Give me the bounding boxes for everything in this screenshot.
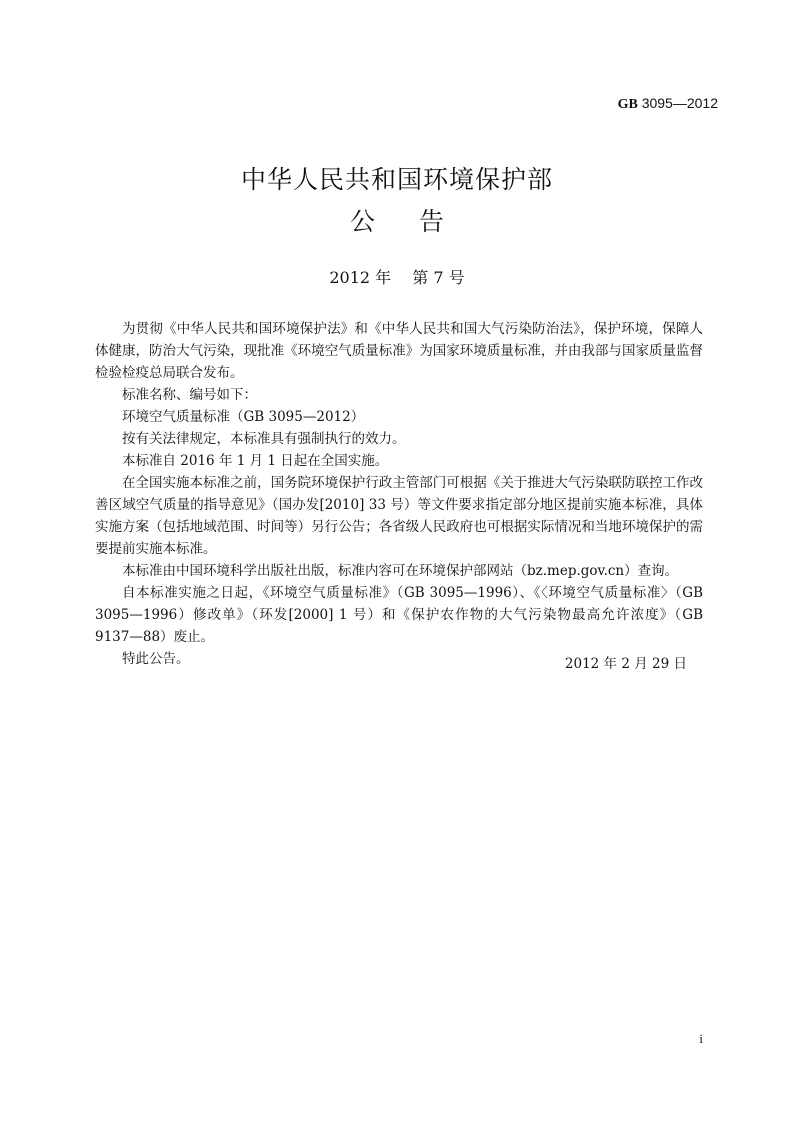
page-number: i — [699, 1031, 703, 1046]
standard-prefix: GB — [617, 97, 638, 112]
paragraph: 环境空气质量标准（GB 3095—2012） — [122, 409, 365, 425]
paragraph: 标准名称、编号如下： — [122, 387, 257, 403]
notice-body — [95, 318, 703, 670]
paragraph: 本标准由中国环境科学出版社出版，标准内容可在环境保护部网站（bz.mep.gov.cn）查询。 — [122, 563, 679, 579]
standard-number-header — [618, 95, 718, 113]
issuing-organization: 中华人民共和国环境保护部 — [240, 165, 553, 194]
notice-char-2: 告 — [418, 207, 444, 236]
paragraph: 自本标准实施之日起，《环境空气质量标准》（GB 3095—1996）、《〈环境空气质量标准〉（GB 3095—1996）修改单》（环发[2000] 1 号）和《保护农作物的大气污染物最高允许浓度》（GB 9137—88）废止。 — [95, 585, 703, 645]
paragraph: 特此公告。 — [122, 651, 190, 667]
paragraph: 本标准自 2016 年 1 月 1 日起在全国实施。 — [122, 453, 389, 469]
issue-line — [0, 265, 794, 288]
notice-heading — [0, 202, 794, 238]
standard-number: 3095—2012 — [641, 95, 718, 111]
paragraph: 为贯彻《中华人民共和国环境保护法》和《中华人民共和国大气污染防治法》，保护环境，保障人体健康，防治大气污染，现批准《环境空气质量标准》为国家环境质量标准，并由我部与国家质量监督检验检疫总局联合发布。 — [95, 321, 703, 381]
notice-char-1: 公 — [350, 207, 376, 236]
paragraph: 在全国实施本标准之前，国务院环境保护行政主管部门可根据《关于推进大气污染联防联控工作改善区域空气质量的指导意见》（国办发[2010] 33 号）等文件要求指定部分地区提前实施本标准，具体实施方案（包括地域范围、时间等）另行公告；各省级人民政府也可根据实际情况和当地环境保护的需要提前实施本标准。 — [95, 475, 703, 557]
issue-number: 第 7 号 — [412, 268, 465, 287]
paragraph: 按有关法律规定，本标准具有强制执行的效力。 — [122, 431, 406, 447]
issue-year: 2012 年 — [329, 268, 392, 287]
issue-date: 2012 年 2 月 29 日 — [564, 656, 687, 672]
